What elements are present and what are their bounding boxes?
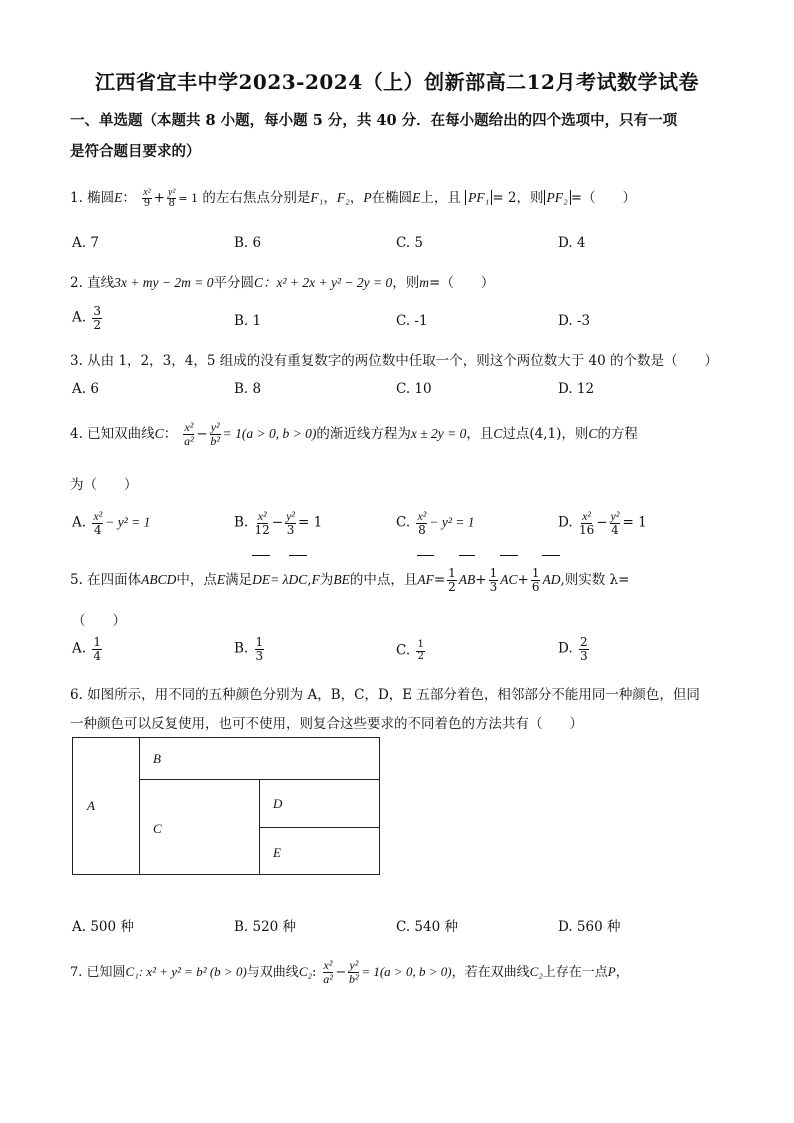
q2-prefix: 2. 直线 — [70, 275, 115, 291]
q5-option-c-label: C. — [396, 642, 411, 659]
q7-cond: = 1(a > 0, b > 0) — [361, 964, 452, 979]
q5-text-2: 满足 — [225, 572, 253, 588]
q5-eq: = λ — [270, 572, 289, 587]
q5-option-b-num: 1 — [255, 635, 264, 649]
question-2 — [70, 271, 494, 291]
q5-plus-1: + — [475, 572, 487, 588]
q5-coef-2-num: 1 — [489, 566, 498, 581]
region-e-label: E — [273, 845, 281, 860]
q7-frac-y-den: b² — [349, 972, 359, 986]
q4-option-c-label: C. — [396, 514, 411, 531]
q4-option-b-num2: y² — [286, 509, 296, 523]
q4-minus: − — [196, 426, 208, 442]
q6-option-c: C. 540 种 — [396, 919, 458, 935]
region-d-label: D — [273, 796, 283, 811]
q5-vec-ab: AB — [459, 560, 476, 600]
q4-text-3: 过点 — [502, 426, 530, 442]
q5-text-6: ,则实数 λ= — [560, 572, 630, 588]
q4-option-b-num1: x² — [257, 509, 267, 523]
q5-option-d-num: 2 — [579, 635, 588, 649]
q4-option-d-frac2 — [610, 510, 621, 536]
q4-option-b-den1: 12 — [254, 522, 270, 537]
q4-option-d-num1: x² — [582, 509, 592, 523]
q6-option-a: A. 500 种 — [72, 919, 134, 935]
q5-option-a-frac — [92, 636, 102, 662]
q1-text-7: ，则 — [516, 190, 544, 206]
q4-option-d-num2: y² — [610, 509, 620, 523]
q2-text-post: ，则 — [392, 275, 420, 291]
q5-coef-1-den: 2 — [448, 580, 456, 594]
q3-option-d: D. 12 — [558, 381, 595, 397]
q1-frac-x-den: 9 — [143, 198, 151, 209]
q5-option-c-frac — [416, 640, 424, 662]
q1-e2: E — [412, 190, 421, 205]
q1-pf2: PF₂ — [544, 190, 571, 205]
q5-vec-af: AF — [417, 560, 434, 600]
q3-option-a: A. 6 — [72, 381, 99, 397]
q4-cond: = 1(a > 0, b > 0) — [222, 426, 317, 441]
question-4 — [70, 414, 638, 454]
q5-abcd: ABCD — [141, 572, 177, 587]
q4-frac-y-den: b² — [210, 434, 220, 448]
section-heading-line1: 一、单选题（本题共 8 小题，每小题 5 分，共 40 分．在每小题给出的四个选项中，只有一项 — [70, 112, 678, 129]
q4-c2: C — [493, 426, 503, 441]
q4-option-a-num: x² — [93, 509, 103, 523]
q4-frac-x-den: a² — [184, 434, 194, 448]
q5-option-d-frac — [579, 636, 589, 662]
q1-prefix: 1. 椭圆 — [70, 190, 115, 206]
q4-line-2: 为（ ） — [70, 477, 138, 493]
q4-text-4: ，则 — [561, 426, 589, 442]
q2-circle-name: C — [253, 275, 263, 290]
q5-vec-de: DE — [252, 560, 270, 600]
q7-c2b: C₂ — [529, 964, 543, 979]
q5-vec-dc: DC — [289, 560, 308, 600]
q5-option-a — [72, 636, 104, 662]
q7-prefix: 7. 已知圆 — [70, 965, 126, 980]
question-6-line1: 6. 如图所示，用不同的五种颜色分别为 A，B，C，D，E 五部分着色，相邻部分不能用同一种颜色，但同 — [70, 687, 700, 703]
q5-text-5: 的中点，且 — [349, 572, 418, 588]
q4-frac-x — [183, 421, 194, 447]
q1-p: P — [363, 190, 372, 205]
q4-text-2: ，且 — [466, 426, 494, 442]
q2-option-a-den: 2 — [93, 317, 101, 332]
q7-colon: : — [312, 965, 317, 980]
q3-option-c: C. 10 — [396, 381, 432, 397]
q4-option-b-frac2 — [285, 510, 296, 536]
q7-minus: − — [335, 965, 347, 980]
q5-option-c — [396, 640, 427, 662]
q7-frac-x-den: a² — [323, 972, 333, 986]
q5-option-a-den: 4 — [93, 648, 101, 663]
q7-text-1: 与双曲线 — [246, 965, 299, 980]
q7-frac-y-num: y² — [349, 958, 359, 973]
q5-coef-3-den: 6 — [531, 580, 540, 594]
q4-option-d: D. $\frac{\text{x²}}{16}$ − $\frac{\text{y²}}{4}$ = 1 — [558, 509, 647, 537]
q5-plus-2: + — [517, 572, 529, 588]
q5-coef-2-den: 3 — [489, 580, 498, 594]
section-heading-line2: 是符合题目要求的） — [70, 143, 201, 160]
q4-option-b: B. $\frac{\text{x²}}{12}$ − $\frac{\text{y²}}{3}$ = 1 — [234, 509, 323, 537]
q7-text-2: ，若在双曲线 — [451, 965, 530, 980]
q1-plus: + — [153, 190, 165, 206]
q7-p: P — [607, 964, 616, 979]
q1-text-5: 上，且 — [420, 190, 461, 206]
q1-option-a: A. 7 — [72, 235, 99, 251]
q5-text-3: , — [307, 572, 312, 588]
q4-option-c — [396, 510, 475, 536]
q4-option-b-den2: 3 — [286, 522, 295, 537]
q1-option-b: B. 6 — [234, 235, 262, 251]
q1-text-1: 的左右焦点分别是 — [202, 190, 311, 206]
q2-option-a-frac — [92, 305, 102, 331]
q4-option-b-end: = 1 — [298, 514, 323, 531]
q1-pf1: PF₁ — [465, 190, 492, 205]
question-1 — [70, 176, 636, 221]
q5-text-1: 中，点 — [176, 572, 217, 588]
q5-option-b-frac — [255, 636, 265, 662]
q5-option-d-label: D. — [558, 640, 573, 657]
q1-option-d: D. 4 — [558, 235, 586, 251]
q1-text-2: ， — [323, 190, 337, 206]
q7-text-4: ， — [615, 965, 629, 980]
q4-c3: C — [588, 426, 598, 441]
q5-be: BE — [333, 572, 350, 587]
q4-option-d-label: D. — [558, 514, 573, 531]
q4-option-c-den: 8 — [418, 522, 426, 537]
q4-option-a-label: A. — [72, 514, 87, 531]
q4-frac-y — [210, 421, 221, 447]
q5-option-a-label: A. — [72, 640, 87, 657]
question-7 — [70, 950, 629, 995]
q7-c1: C₁ — [125, 964, 139, 979]
q7-text-3: 上存在一点 — [542, 965, 608, 980]
q4-option-d-den2: 4 — [611, 522, 619, 537]
q4-option-b-label: B. — [234, 514, 249, 531]
q5-option-c-den: 2 — [417, 650, 424, 662]
q4-text-1: 的渐近线方程为 — [316, 426, 411, 442]
q4-option-a-den: 4 — [93, 522, 102, 537]
q7-circle-eq: : x² + y² = b² (b > 0) — [138, 964, 247, 979]
q1-frac-y — [167, 188, 176, 210]
q4-frac-x-num: x² — [184, 420, 194, 435]
q5-option-b-den: 3 — [255, 648, 264, 663]
q5-option-b — [234, 636, 266, 662]
region-b-label: B — [153, 751, 161, 766]
q1-frac-x-num: x² — [143, 186, 151, 198]
q4-option-a — [72, 510, 150, 536]
q5-e: E — [216, 572, 226, 587]
q1-frac-y-den: 8 — [168, 198, 175, 209]
q5-line-2: （ ） — [72, 613, 126, 629]
q4-option-a-rest: − y² = 1 — [105, 514, 151, 530]
q4-option-d-frac1 — [579, 510, 594, 536]
question-5 — [70, 560, 629, 600]
q5-option-a-num: 1 — [93, 635, 101, 649]
q2-circle-eq: ：x² + 2x + y² − 2y = 0 — [263, 275, 393, 290]
q2-m: m — [419, 275, 430, 290]
q1-option-c: C. 5 — [396, 235, 424, 251]
q5-option-d — [558, 636, 591, 662]
divider-de — [259, 827, 379, 828]
q1-frac-y-num: y² — [167, 186, 176, 198]
q5-coef-1-num: 1 — [448, 566, 456, 581]
q4-option-c-num: x² — [417, 509, 427, 523]
q2-option-a-label: A. — [72, 309, 87, 326]
q2-option-a — [72, 305, 104, 331]
q2-option-c: C. -1 — [396, 313, 428, 329]
question-3: 3. 从由 1，2，3，4，5 组成的没有重复数字的两位数中任取一个，则这个两位数大于 40 的个数是（ ） — [70, 353, 718, 369]
q7-frac-x — [323, 959, 334, 985]
q5-option-b-label: B. — [234, 640, 249, 657]
q4-option-b-frac1 — [255, 510, 270, 536]
q4-option-d-end: = 1 — [622, 514, 647, 531]
q1-f1: F₁ — [310, 190, 324, 205]
q1-colon: ： — [122, 190, 136, 206]
q1-text-3: ， — [349, 190, 364, 206]
q1-text-4: 在椭圆 — [371, 190, 413, 206]
q3-option-b: B. 8 — [234, 381, 262, 397]
q1-f2: F₂ — [336, 190, 350, 205]
q4-asymptote: x ± 2y = 0 — [410, 426, 467, 441]
q5-coef-3-num: 1 — [531, 566, 540, 581]
q5-coef-1 — [447, 567, 457, 593]
q5-text-4: 为 — [319, 572, 334, 588]
divider-a — [139, 738, 140, 874]
q1-text-8: =（ ） — [570, 190, 637, 206]
q4-prefix: 4. 已知双曲线 — [70, 426, 155, 442]
q2-text-end: =（ ） — [429, 275, 495, 291]
q6-option-d: D. 560 种 — [558, 919, 621, 935]
question-6-line2: 一种颜色可以反复使用，也可不使用，则复合这些要求的不同着色的方法共有（ ） — [70, 716, 583, 732]
q4-option-c-frac — [416, 510, 427, 536]
q5-coef-3 — [531, 567, 541, 593]
q1-frac-x — [142, 188, 151, 210]
q2-line-eq: 3x + my − 2m = 0 — [114, 275, 214, 290]
q5-coef-2 — [489, 567, 499, 593]
q4-colon: ： — [163, 426, 178, 442]
q4-option-a-frac — [92, 510, 103, 536]
q5-option-d-den: 3 — [579, 648, 588, 663]
q7-c2: C₂ — [298, 964, 313, 979]
q1-text-6: = 2 — [492, 190, 517, 206]
coloring-diagram — [72, 737, 380, 875]
q1-ellipse-name: E — [114, 190, 123, 205]
q5-vec-ad: AD — [542, 560, 560, 600]
q4-frac-y-num: y² — [210, 420, 220, 435]
q5-eq2: = — [433, 572, 446, 588]
q1-eq: = 1 — [178, 192, 199, 205]
region-a-label: A — [87, 798, 95, 813]
page-title: 江西省宜丰中学2023-2024（上）创新部高二12月考试数学试卷 — [95, 70, 699, 94]
q4-text-5: 的方程 — [597, 426, 638, 442]
q5-f: F — [311, 572, 320, 587]
q2-option-d: D. -3 — [558, 313, 591, 329]
q4-c: C — [154, 426, 164, 441]
q4-point: (4,1) — [529, 426, 562, 442]
region-c-label: C — [153, 821, 162, 836]
q6-option-b: B. 520 种 — [234, 919, 297, 935]
q2-option-a-num: 3 — [93, 304, 101, 318]
q5-vec-ac: AC — [500, 560, 517, 600]
q5-option-c-num: 1 — [417, 639, 424, 650]
q4-option-d-den1: 16 — [578, 522, 595, 537]
q2-text-mid: 平分圆 — [213, 275, 254, 291]
q5-prefix: 5. 在四面体 — [70, 572, 142, 588]
q7-frac-x-num: x² — [323, 958, 333, 973]
q7-frac-y — [348, 959, 359, 985]
q4-option-c-rest: − y² = 1 — [429, 514, 475, 530]
q2-option-b: B. 1 — [234, 313, 262, 329]
